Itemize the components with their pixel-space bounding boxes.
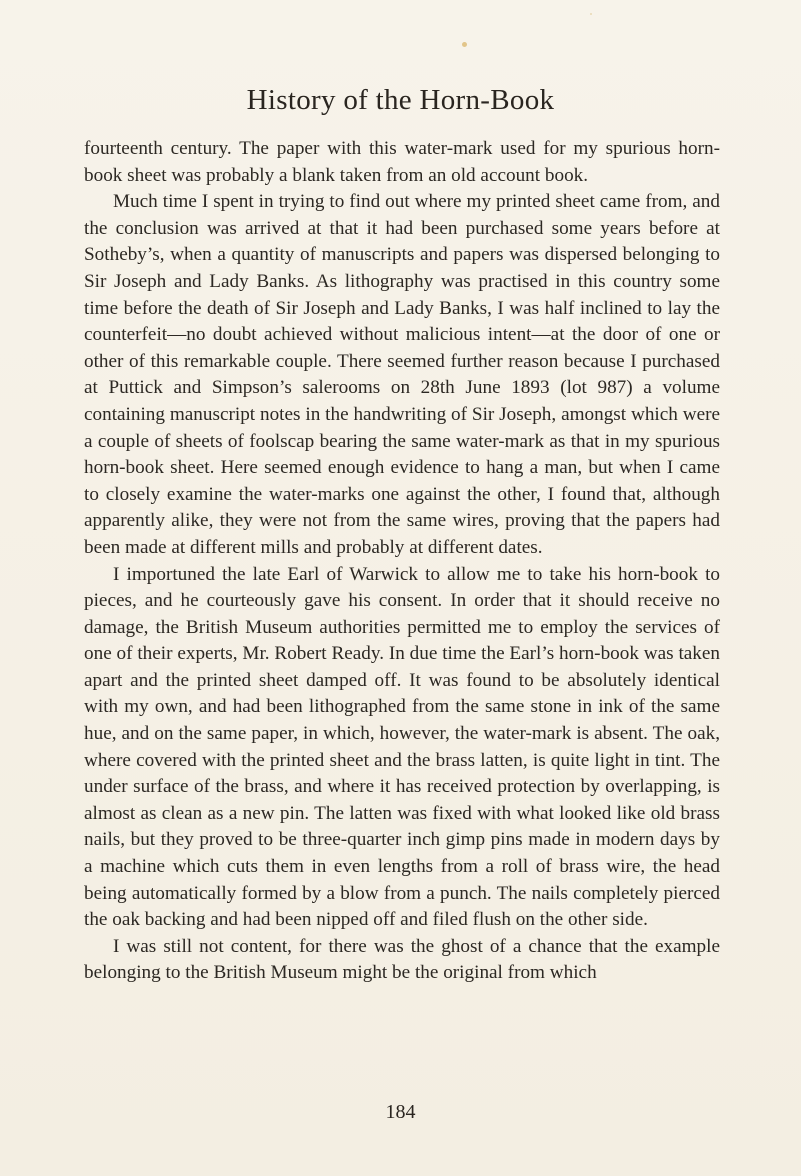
paragraph: I was still not content, for there was the ghost of a chance that the example belonging to the British Museum might be the original from which [84,935,720,984]
body-text [84,136,720,987]
paragraph: Much time I spent in trying to find out where my printed sheet came from, and the conclusion was arrived at that it had been purchased some years before at Sotheby’s, when a quantity of manuscripts and papers was dispersed belonging to Sir Joseph and Lady Banks. As lithography was practised in this country some time before the death of Sir Joseph and Lady Banks, I was half inclined to lay the counterfeit—no doubt achieved without malicious intent—at the door of one or other of this remarkable couple. There seemed further reason because I purchased at Puttick and Simpson’s salerooms on 28th June 1893 (lot 987) a volume containing manuscript notes in the handwriting of Sir Joseph, amongst which were a couple of sheets of foolscap bearing the same water-mark as that in my spurious horn-book sheet. Here seemed enough evidence to hang a man, but when I came to closely examine the water-marks one against the other, I found that, although apparently alike, they were not from the same wires, proving that the papers had been made at different mills and probably at different dates. [84,191,720,558]
paragraph: fourteenth century. The paper with this water-mark used for my spurious horn-book sheet was probably a blank taken from an old account book. [84,138,720,186]
running-head: History of the Horn-Book [246,84,555,116]
foxing-spot [590,13,592,15]
foxing-spot [462,42,467,47]
paragraph: I importuned the late Earl of Warwick to allow me to take his horn-book to pieces, and he courteously gave his consent. In order that it should receive no damage, the British Museum authorities permitted me to employ the services of one of their experts, Mr. Robert Ready. In due time the Earl’s horn-book was taken apart and the printed sheet damped off. It was found to be absolutely identical with my own, and had been lithographed from the same stone in ink of the same hue, and on the same paper, in which, however, the water-mark is absent. The oak, where covered with the printed sheet and the brass latten, is quite light in tint. The under surface of the brass, and where it has received protection by overlapping, is almost as clean as a new pin. The latten was fixed with what looked like old brass nails, but they proved to be three-quarter inch gimp pins made in modern days by a machine which cuts them in even lengths from a roll of brass wire, the head being automatically formed by a blow from a punch. The nails completely pierced the oak backing and had been nipped off and filed flush on the other side. [84,563,720,931]
page-number: 184 [385,1101,416,1123]
